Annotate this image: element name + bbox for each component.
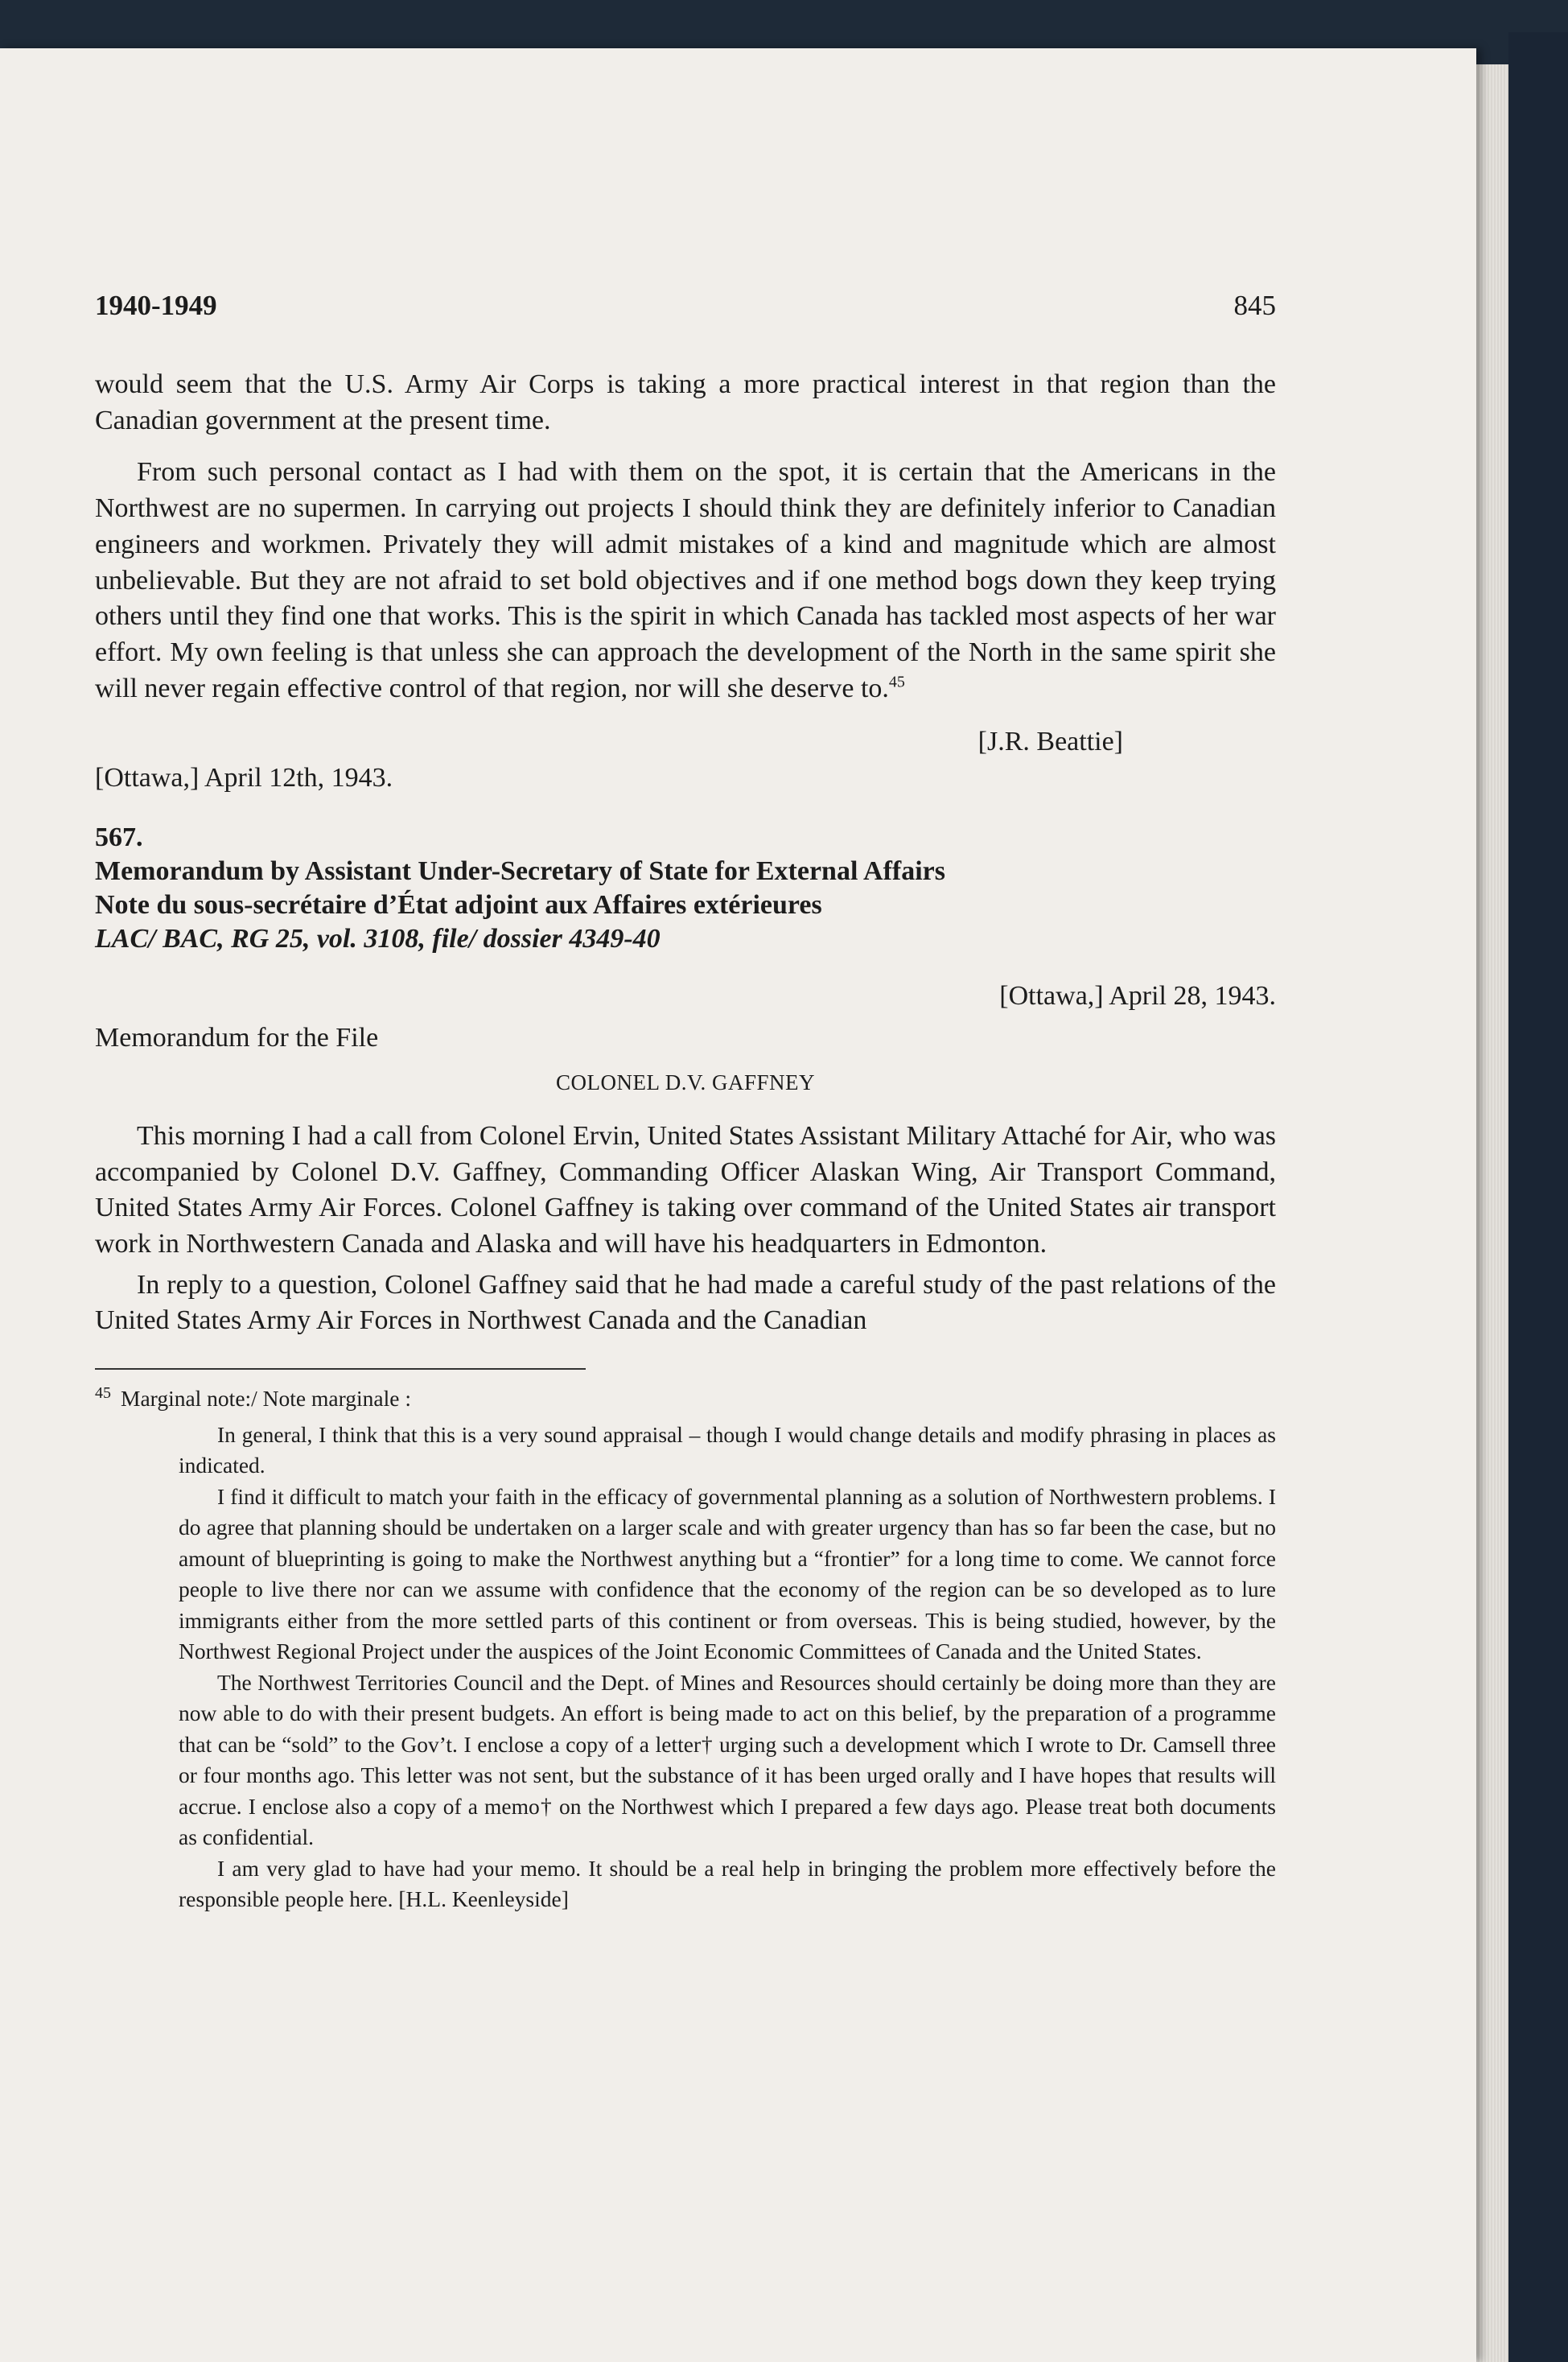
- document-date: [Ottawa,] April 28, 1943.: [999, 980, 1276, 1011]
- paragraph-text: From such personal contact as I had with them on the spot, it is certain that the Americans in the Northwest are no supermen. In carrying out projects I should think they are definitely inferior to Canadian engineers and workmen. Privately they will admit mistakes of a kind and magnitude which are almost unbelievable. But they are not afraid to set bold objectives and if one method bogs down they keep trying others until they find one that works. This is the spirit in which Canada has tackled most aspects of her war effort. My own feeling is that unless she can approach the development of the North in the same spirit she will never regain effective control of that region, nor will she deserve to.: [95, 457, 1276, 703]
- footnote-paragraph: In general, I think that this is a very sound appraisal – though I would change details and modify phrasing in places as indicated.: [179, 1421, 1276, 1478]
- footnote-label: Marginal note:/ Note marginale :: [121, 1386, 411, 1412]
- page-content: [95, 290, 1276, 1915]
- memo-subject: COLONEL D.V. GAFFNEY: [555, 1070, 816, 1095]
- footnote-number: 45: [95, 1384, 111, 1403]
- place-date: [Ottawa,] April 12th, 1943.: [95, 763, 393, 794]
- paragraph: [95, 455, 1276, 707]
- footnote-divider: [95, 1368, 586, 1370]
- signature: [J.R. Beattie]: [977, 727, 1123, 757]
- running-head-section: 1940-1949: [95, 290, 217, 321]
- document-title-fr: Note du sous-secrétaire d’État adjoint aux Affaires extérieures: [95, 889, 822, 920]
- footnote-paragraph: I find it difficult to match your faith in the efficacy of governmental planning as a solution of Northwestern problems. I do agree that planning should be undertaken on a larger scale and with greater urgency than has so far been the case, but no amount of blueprinting is going to make the Northwest anything but a “frontier” for a long time to come. We cannot force people to live there nor can we assume with confidence that the economy of the region can be so developed as to lure immigrants either from the more settled parts of this continent or from overseas. This is being studied, however, by the Northwest Regional Project under the auspices of the Joint Economic Committees of Canada and the United States.: [179, 1483, 1276, 1664]
- page-number: 845: [1233, 290, 1276, 321]
- paragraph: would seem that the U.S. Army Air Corps is taking a more practical interest in that region than the Canadian government at the present time.: [95, 369, 1276, 435]
- body-text: [95, 367, 1276, 1339]
- paragraph: In reply to a question, Colonel Gaffney said that he had made a careful study of the past relations of the United States Army Air Forces in Northwest Canada and the Canadian: [95, 1269, 1276, 1336]
- book-page: [0, 48, 1476, 2362]
- footnote-paragraph: The Northwest Territories Council and the Dept. of Mines and Resources should certainly be doing more than they are now able to do with their present budgets. An effort is being made to act on this belief, by the preparation of a programme that can be “sold” to the Gov’t. I enclose a copy of a letter† urging such a development which I wrote to Dr. Camsell three or four months ago. This letter was not sent, but the substance of it has been urged orally and I have hopes that results will accrue. I enclose also a copy of a memo† on the Northwest which I prepared a few days ago. Please treat both documents as confidential.: [179, 1669, 1276, 1850]
- memo-heading: Memorandum for the File: [95, 1023, 379, 1053]
- footnote: [95, 1378, 1276, 1915]
- document-source: LAC/ BAC, RG 25, vol. 3108, file/ dossier 4349-40: [95, 923, 661, 954]
- paragraph: This morning I had a call from Colonel Ervin, United States Assistant Military Attaché for Air, who was accompanied by Colonel D.V. Gaffney, Commanding Officer Alaskan Wing, Air Transport Command, United States Army Air Forces. Colonel Gaffney is taking over command of the United States air transport work in Northwestern Canada and Alaska and will have his headquarters in Edmonton.: [95, 1120, 1277, 1259]
- document-title-en: Memorandum by Assistant Under-Secretary of State for External Affairs: [95, 855, 946, 886]
- running-head: [95, 290, 1276, 322]
- book-cover-edge: [1508, 32, 1568, 2362]
- footnote-reference[interactable]: 45: [888, 673, 905, 691]
- footnote-label-line: [95, 1378, 1276, 1415]
- page-stack-edge: [1476, 64, 1508, 2362]
- footnote-paragraph: I am very glad to have had your memo. It should be a real help in bringing the problem more effectively before the responsible people here. [H.L. Keenleyside]: [179, 1855, 1276, 1912]
- document-number: 567.: [95, 822, 143, 852]
